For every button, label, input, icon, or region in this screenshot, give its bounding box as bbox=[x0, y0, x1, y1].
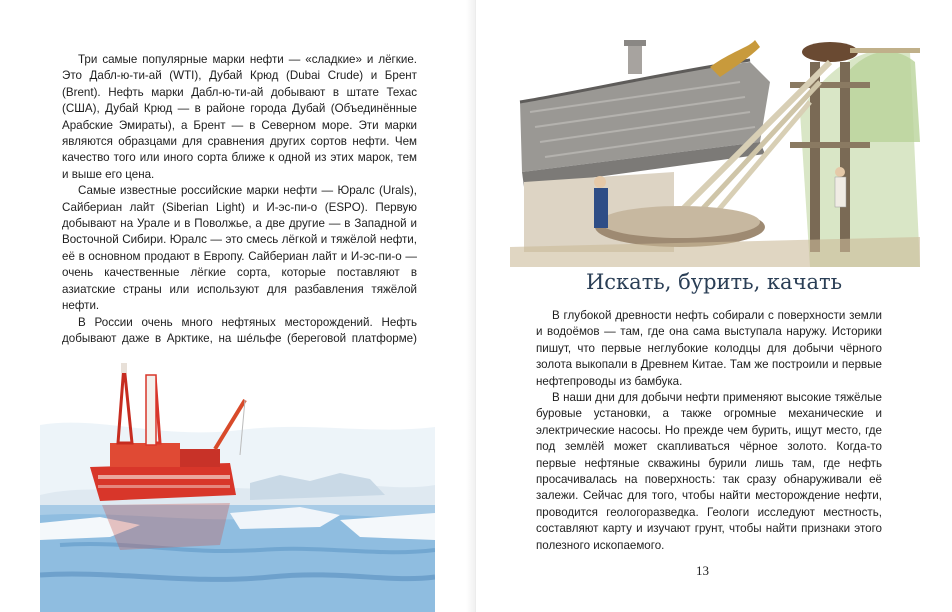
section-heading: Искать, бурить, качать bbox=[585, 270, 843, 294]
left-paragraph-3: В России очень много нефтяных месторождений. Нефть добывают даже в Арктике, на шéльфе (береговой платформе) bbox=[62, 315, 417, 345]
ancient-oil-well-illustration bbox=[510, 22, 920, 267]
left-paragraph-2: Самые известные российские марки нефти — Юралс (Urals), Сайбериан лайт (Siberian Light) и И-эс-пи-о (ESPO). Первую добывают на Урале и в Поволжье, а две другие — в Западной и Восточной Сибири. Юралс — это смесь лёгкой и тяжёлой нефти, её в основном продают в Европу. Сайбериан лайт и И-эс-пи-о — очень качественные лёгкие сорта, которые поставляют в азиатские страны или используют для разбавления тяжёлой нефти. bbox=[62, 184, 417, 313]
page-number: 13 bbox=[696, 563, 709, 578]
right-paragraph-1: В глубокой древности нефть собирали с поверхности земли и водоёмов — там, где она сама выступала наружу. Историки пишут, что первые неглубокие колодцы для добычи чёрного золота выкопали в Древнем Китае. Там же построили и первые нефтепроводы из бамбука. bbox=[536, 309, 882, 388]
arctic-oil-platform-illustration bbox=[40, 345, 435, 612]
left-paragraph-1: Три самые популярные марки нефти — «сладкие» и лёгкие. Это Дабл-ю-ти-ай (WTI), Дубай Крюд (Dubai Crude) и Брент (Brent). Нефть марки Дабл-ю-ти-ай добывают в штате Техас (США), Дубай Крюд — в районе города Дубай (Объединённые Арабские Эмираты), а Брент — в Северном море. Эти марки являются образцами для сравнения других сортов нефти. Чем качество того или иного сорта ближе к одной из этих марок, тем и выше его цена. bbox=[62, 53, 417, 181]
right-text-block bbox=[536, 308, 882, 554]
right-paragraph-2: В наши дни для добычи нефти применяют высокие тяжёлые буровые установки, а также огромные механические и электрические насосы. Но прежде чем бурить, ищут место, где под землёй может скапливаться чёрное золото. Когда-то первые нефтяные скважины бурили лишь там, где нефть просачивалась на поверхность: так сразу обнаруживали её залежи. Сейчас для того, чтобы найти месторождение нефти, проводится геологоразведка. Геологи исследуют местность, составляют карту и изучают грунт, чтобы найти признаки этого полезного ископаемого. bbox=[536, 391, 882, 552]
left-text-block bbox=[62, 52, 417, 364]
